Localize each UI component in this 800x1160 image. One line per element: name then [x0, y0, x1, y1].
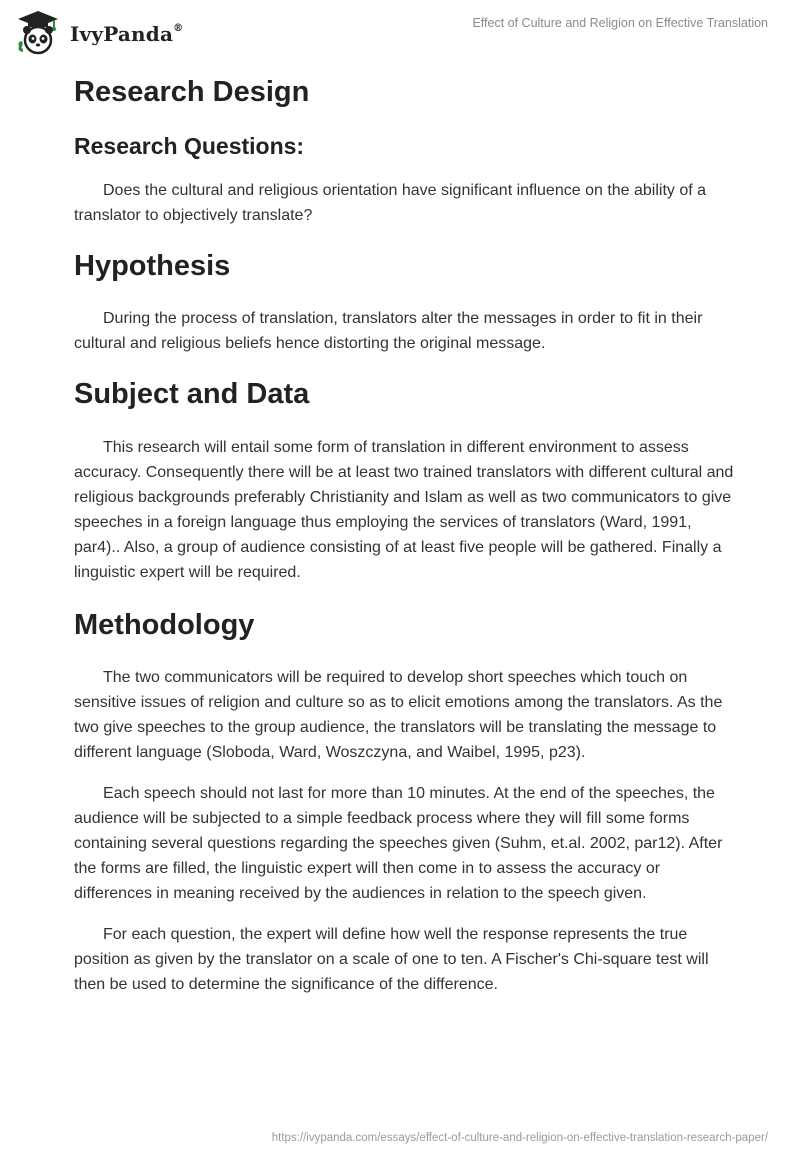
paragraph-methodology-3: For each question, the expert will define how well the response represents the true position as given by the translator on a scale of one to ten. A Fischer's Chi-square test will then be used to determine the significance of the difference. — [74, 926, 709, 993]
document-running-title: Effect of Culture and Religion on Effective Translation — [472, 16, 768, 30]
paragraph-subject-and-data: This research will entail some form of translation in different environment to assess accuracy. Consequently there will be at least two trained translators with different cultural and religious backgrounds preferably Christianity and Islam as well as two communicators to give speeches in a foreign language thus employing the services of translators (Ward, 1991, par4).. Also, a group of audience consisting of at least five people will be gathered. Finally a linguistic expert will be required. — [74, 439, 734, 581]
paragraph-hypothesis: During the process of translation, translators alter the messages in order to fit in their cultural and religious beliefs hence distorting the original message. — [74, 310, 703, 352]
ivypanda-logo-link[interactable] — [14, 8, 194, 56]
heading-research-design: Research Design — [74, 76, 310, 108]
heading-hypothesis: Hypothesis — [74, 250, 231, 282]
panda-graduate-logo-icon — [14, 8, 62, 56]
heading-subject-and-data: Subject and Data — [74, 378, 310, 410]
heading-methodology: Methodology — [74, 609, 255, 641]
essay-content — [74, 70, 734, 997]
paragraph-methodology-1: The two communicators will be required to develop short speeches which touch on sensitive issues of religion and culture so as to elicit emotions among the translators. As the two give speeches to the group audience, the translators will be translating the message to different language (Sloboda, Ward, Woszczyna, and Waibel, 1995, p23). — [74, 669, 723, 761]
brand-name: IvyPanda® — [70, 22, 184, 46]
registered-mark: ® — [173, 23, 184, 35]
paragraph-methodology-2: Each speech should not last for more than 10 minutes. At the end of the speeches, the audience will be subjected to a simple feedback process where they will fill some forms containing several questions regarding the speeches given (Suhm, et.al. 2002, par12). After the forms are filled, the linguistic expert will then come in to assess the accuracy or differences in meaning received by the audiences in relation to the speech given. — [74, 785, 723, 902]
source-url[interactable]: https://ivypanda.com/essays/effect-of-culture-and-religion-on-effective-translation-research-paper/ — [271, 1132, 768, 1144]
page-header — [0, 0, 800, 62]
heading-research-questions: Research Questions: — [74, 133, 305, 159]
paragraph-research-questions: Does the cultural and religious orientation have significant influence on the ability of a translator to objectively translate? — [74, 182, 707, 224]
